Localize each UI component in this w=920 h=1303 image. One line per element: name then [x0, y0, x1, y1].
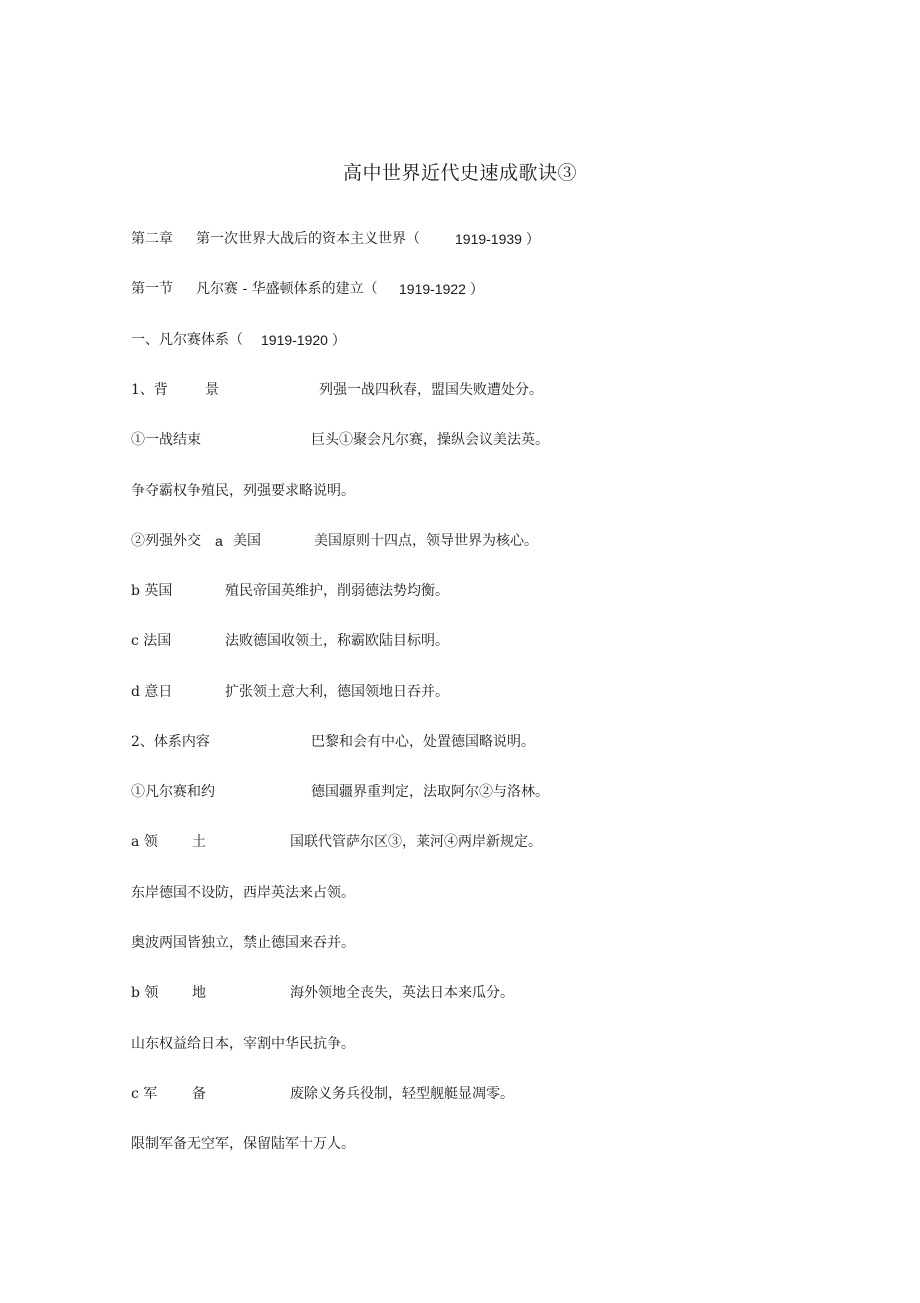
line-verse: 争夺霸权争殖民，列强要求略说明。	[131, 483, 355, 499]
line-sub-letter: a	[215, 533, 223, 549]
line-verse: 德国疆界重判定，法取阿尔②与洛林。	[311, 784, 549, 800]
line-label-suffix: 土	[192, 834, 206, 850]
line-verse: 列强一战四秋春，盟国失败遭处分。	[319, 382, 543, 398]
line-verse: 巨头①聚会凡尔赛，操纵会议美法英。	[311, 432, 549, 448]
line-sub-label: 美国	[233, 533, 261, 549]
line-verse: 美国原则十四点，领导世界为核心。	[314, 533, 538, 549]
document-title: 高中世界近代史速成歌诀③	[342, 162, 577, 184]
line-verse: 废除义务兵役制，轻型舰艇显凋零。	[290, 1086, 514, 1102]
line-verse: 山东权益给日本，宰割中华民抗争。	[131, 1036, 355, 1052]
line-verse: 国联代管萨尔区③，莱河④两岸新规定。	[290, 834, 542, 850]
line-label: ②列强外交	[131, 533, 201, 549]
line-label-suffix: 景	[205, 382, 219, 398]
section-number: 第一节	[131, 281, 173, 297]
line-label-suffix: 备	[192, 1086, 206, 1102]
chapter-title: 第一次世界大战后的资本主义世界（	[196, 231, 420, 247]
line-label: b 英国	[131, 583, 173, 599]
subsection-years: 1919-1920 ）	[261, 332, 346, 348]
line-verse: 东岸德国不设防，西岸英法来占领。	[131, 885, 355, 901]
section-title: 凡尔赛 - 华盛顿体系的建立（	[196, 281, 378, 297]
subsection-title: 一、凡尔赛体系（	[131, 332, 243, 348]
line-label: d 意日	[131, 684, 173, 700]
line-verse: 海外领地全丧失，英法日本来瓜分。	[290, 985, 514, 1001]
line-label-suffix: 地	[192, 985, 206, 1001]
line-label: a 领	[131, 834, 158, 850]
section-years: 1919-1922 ）	[399, 281, 484, 297]
line-verse: 限制军备无空军，保留陆军十万人。	[131, 1136, 355, 1152]
line-verse: 巴黎和会有中心，处置德国略说明。	[311, 734, 535, 750]
line-label: ①一战结束	[131, 432, 201, 448]
chapter-number: 第二章	[131, 231, 173, 247]
line-label: 2、体系内容	[131, 734, 210, 750]
chapter-years: 1919-1939 ）	[455, 231, 540, 247]
line-label: c 军	[131, 1086, 158, 1102]
line-verse: 殖民帝国英维护，削弱德法势均衡。	[225, 583, 449, 599]
line-verse: 扩张领土意大利，德国领地日吞并。	[225, 684, 449, 700]
line-label: 1、背	[131, 382, 168, 398]
line-verse: 奥波两国皆独立，禁止德国来吞并。	[131, 935, 355, 951]
line-label: b 领	[131, 985, 159, 1001]
line-verse: 法败德国收领土，称霸欧陆目标明。	[225, 633, 449, 649]
line-label: c 法国	[131, 633, 172, 649]
line-label: ①凡尔赛和约	[131, 784, 215, 800]
